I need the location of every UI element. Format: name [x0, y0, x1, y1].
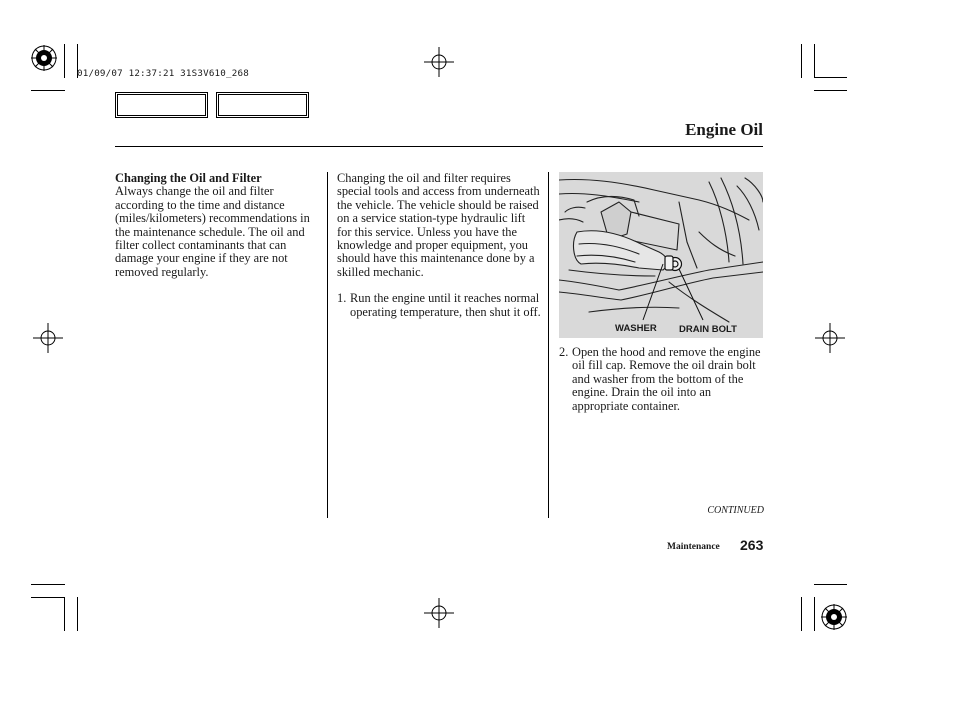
- title-rule: [115, 146, 763, 147]
- step-text: Run the engine until it reaches normal operating temperature, then shut it off.: [350, 291, 541, 319]
- footer-section-name: Maintenance: [667, 542, 720, 552]
- engine-underside-drawing: [559, 172, 763, 338]
- step-2: [559, 346, 765, 413]
- page-title: Engine Oil: [685, 120, 763, 139]
- step-number: 1.: [337, 291, 347, 306]
- column-2: [337, 172, 542, 319]
- crosshair-bottom-center: [424, 598, 454, 628]
- column-3: [559, 346, 765, 413]
- step-text: Open the hood and remove the engine oil fill cap. Remove the oil drain bolt and washer from the bottom of the engine. Drain the oil into an appropriate container.: [572, 345, 761, 413]
- column-divider-2: [548, 172, 549, 518]
- crosshair-left-middle: [33, 323, 63, 353]
- column-2-paragraph: Changing the oil and filter requires special tools and access from underneath the vehicle. The vehicle should be raised on a service station-type hydraulic lift for this service. Unless you have the knowledge and proper equipment, you should have this maintenance done by a skilled mechanic.: [337, 171, 540, 279]
- crosshair-right-middle: [815, 323, 845, 353]
- column-1: [115, 172, 320, 279]
- page-number: 263: [740, 537, 764, 553]
- registration-target-bottom-right: [820, 603, 848, 631]
- registration-target-top-left: [30, 44, 58, 72]
- step-1: [337, 292, 542, 319]
- drain-bolt-illustration: [559, 172, 763, 338]
- column-divider-1: [327, 172, 328, 518]
- header-tab-box-2: [216, 92, 309, 118]
- crosshair-top-center: [424, 47, 454, 77]
- print-stamp: 01/09/07 12:37:21 31S3V610_268: [77, 68, 249, 79]
- column-1-paragraph: Always change the oil and filter according to the time and distance (miles/kilometers) recommendations in the maintenance schedule. The oil and filter collect contaminants that can damage your engine if they are not removed regularly.: [115, 184, 310, 279]
- section-heading: Changing the Oil and Filter: [115, 171, 262, 185]
- header-tab-box-1: [115, 92, 208, 118]
- washer-label: WASHER: [615, 323, 657, 334]
- continued-label: CONTINUED: [707, 505, 764, 516]
- drain-bolt-label: DRAIN BOLT: [679, 324, 737, 335]
- step-number: 2.: [559, 345, 569, 359]
